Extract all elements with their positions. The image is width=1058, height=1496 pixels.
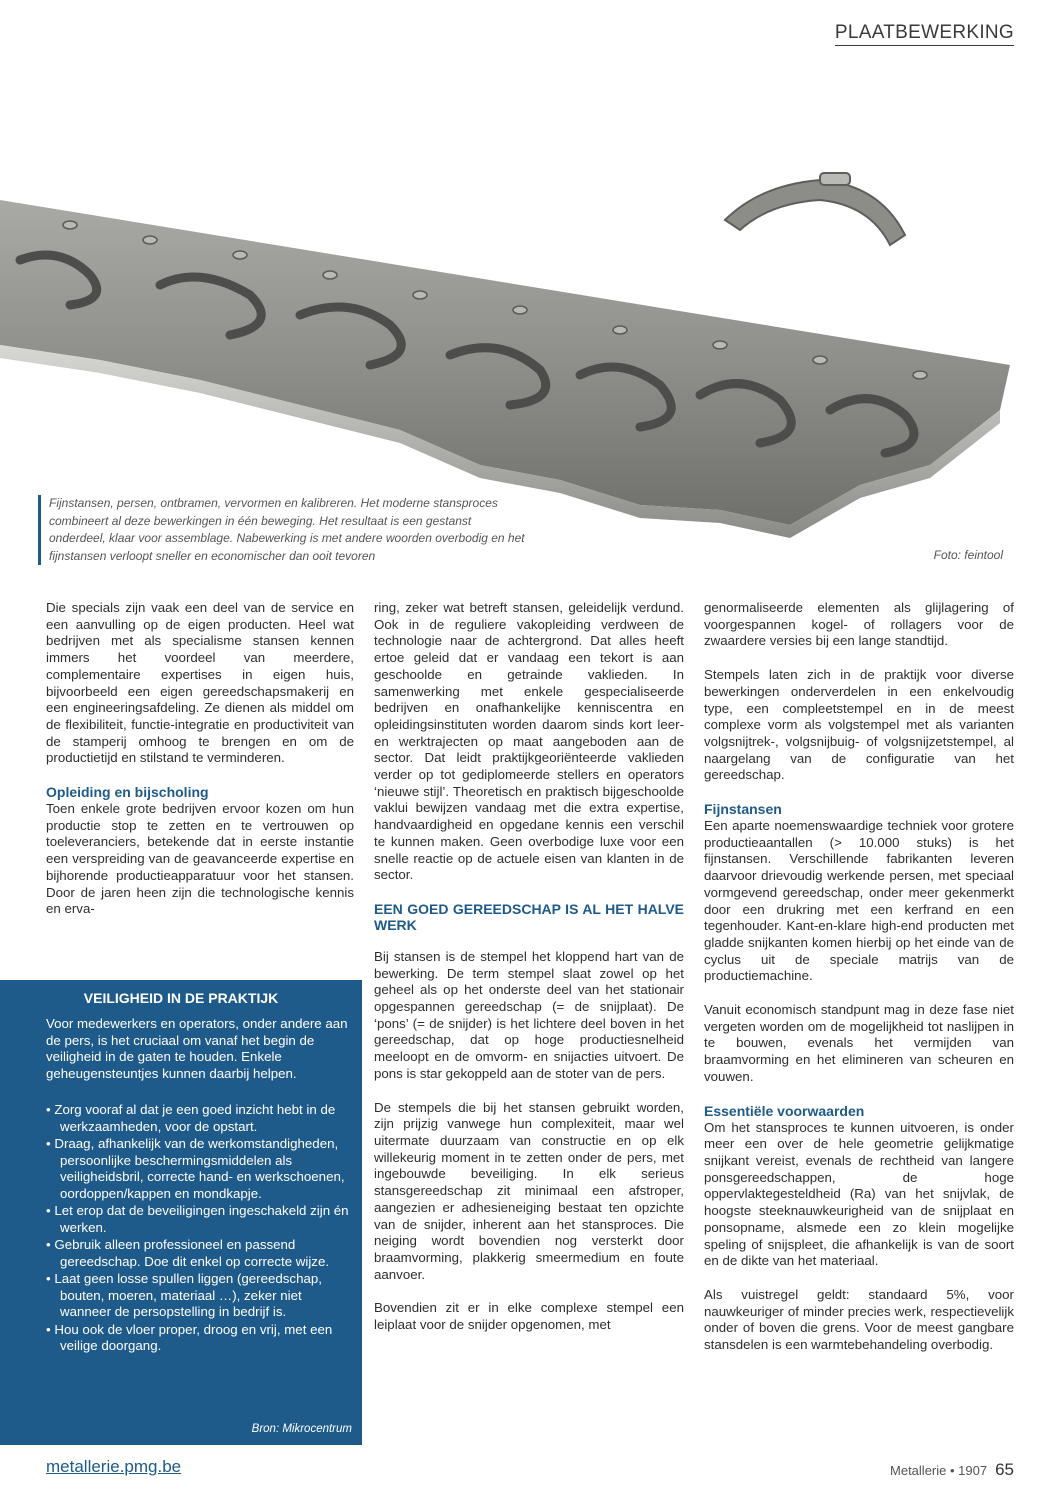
paragraph: Als vuistregel geldt: standaard 5%, voor nauwkeuriger of minder precies werk, respectievelijk onder of boven die grens. Voor de meest gangbare stansdelen is een warmtebehandeling overbodig. — [704, 1286, 1014, 1353]
safety-sidebar — [0, 980, 362, 1445]
section-heading: EEN GOED GEREEDSCHAP IS AL HET HALVE WERK — [374, 900, 684, 933]
sidebar-source: Bron: Mikrocentrum — [251, 1423, 352, 1435]
photo-credit: Foto: feintool — [933, 548, 1003, 562]
section-label: PLAATBEWERKING — [835, 22, 1014, 46]
sidebar-list — [46, 1102, 356, 1356]
paragraph: Bij stansen is de stempel het kloppend hart van de bewerking. De term stempel slaat zowel op het geheel als op het onderste deel van het stationair opgespannen gereedschap (= de snijplaat). De ‘pons’ (= de snijder) is het lichtere deel boven in het gereedschap, dat op hoge productiesnelheid meeloopt en de omvorm- en snijacties uitvoert. De pons is star gekoppeld aan de stoter van de pers. — [374, 948, 684, 1081]
photo-caption: Fijnstansen, persen, ontbramen, vervormen en kalibreren. Het moderne stansproces combineert al deze bewerkingen in één beweging. Het resultaat is een gestanst onderdeel, klaar voor assemblage. Nabewerking is met andere woorden overbodig en het fijnstansen verloopt sneller en economischer dan ooit tevoren — [38, 495, 529, 565]
paragraph: Om het stansproces te kunnen uitvoeren, is onder meer een over de hele geometrie gelijkmatige snijkant vereist, evenals de rechtheid van langere ponsgereedschappen, de hoge oppervlaktegesteldheid (Ra) van het snijvlak, de hoogste steeknauwkeurigheid van de snijplaat en ponsopname, alsmede een zo klein mogelijke speling of snijspleet, die afhankelijk is van de soort en de dikte van het materiaal. — [704, 1119, 1014, 1269]
subheading: Essentiële voorwaarden — [704, 1102, 865, 1119]
paragraph: genormaliseerde elementen als glijlagering of voorgespannen kogel- of rollagers voor de zwaardere versies bij een lange standtijd. — [704, 600, 1014, 649]
subheading: Opleiding en bijscholing — [46, 784, 209, 801]
column-1 — [46, 600, 354, 935]
paragraph: ring, zeker wat betreft stansen, geleidelijk verdund. Ook in de reguliere vakopleiding verdween de technologie naar de achtergrond. Dat alles heeft ertoe geleid dat er vandaag een tekort is aan geschoolde en getrainde vaklieden. In samenwerking met enkele gespecialiseerde bedrijven en onafhankelijke kenniscentra en opleidingsinstituten worden daarom sinds kort leer- en werktrajecten op maat aangeboden aan de sector. Dat leidt praktijkgeoriënteerde vaklieden verder op tot gediplomeerde stellers en operators ‘nieuwe stijl’. Theoretisch en praktisch bijgeschoolde vaklui bewijzen vandaag met die extra expertise, handvaardigheid en opgedane kennis een verschil te kunnen maken. Geen overbodige luxe voor een snelle reactie op de actuele eisen van klanten in de sector. — [374, 600, 684, 883]
page-footer — [890, 1460, 1014, 1480]
list-item: • Laat geen losse spullen liggen (gereedschap, bouten, moeren, materiaal …), zeker niet wanneer de persopstelling in bedrijf is. — [46, 1271, 322, 1319]
page-number: 65 — [995, 1460, 1014, 1479]
list-item: • Gebruik alleen professioneel en passend gereedschap. Doe dit enkel op correcte wijze. — [46, 1237, 330, 1269]
sidebar-title: VEILIGHEID IN DE PRAKTIJK — [83, 990, 279, 1006]
paragraph: Vanuit economisch standpunt mag in deze fase niet vergeten worden om de mogelijkheid tot naslijpen in te bouwen, evenals het vermijden van braamvorming en het elimineren van scheuren en vouwen. — [704, 1002, 1014, 1084]
list-item: • Hou ook de vloer proper, droog en vrij, met een veilige doorgang. — [46, 1321, 333, 1353]
paragraph: De stempels die bij het stansen gebruikt worden, zijn prijzig vanwege hun complexiteit, maar wel uitermate duurzaam van constructie en op elk willekeurig moment in te zetten onder de pers, met ingebouwde beveiliging. In elk serieus stansgereedschap zit minimaal een afstroper, aangezien er adhesieneiging bestaat ten opzichte van de snijder, inherent aan het stansproces. Die neiging wordt bovendien nog versterkt door braamvorming, plakkerig smeermedium en foute aanvoer. — [374, 1099, 684, 1282]
paragraph: Die specials zijn vaak een deel van de service en een aanvulling op de eigen producten. Heel wat bedrijven met als specialisme stansen kennen immers het voordeel van meerdere, complementaire expertises in eigen huis, bijvoorbeeld een eigen gereedschapsmakerij en een engineeringsafdeling. Ze dienen als middel om de flexibiliteit, functie-integratie en productiviteit van de stamperij omhoog te brengen en om de productietijd en stilstand te verminderen. — [46, 600, 354, 766]
subheading: Fijnstansen — [704, 801, 782, 818]
magazine-issue: Metallerie • 1907 — [890, 1463, 988, 1478]
list-item: • Draag, afhankelijk van de werkomstandigheden, persoonlijke beschermingsmiddelen als veiligheidsbril, correcte hand- en werkschoenen, oordoppen/kappen en mondkapje. — [46, 1136, 345, 1201]
column-2 — [374, 600, 684, 1351]
paragraph: Bovendien zit er in elke complexe stempel een leiplaat voor de snijder opgenomen, met — [374, 1300, 684, 1333]
list-item: • Zorg vooraf al dat je een goed inzicht hebt in de werkzaamheden, voor de opstart. — [46, 1102, 336, 1134]
paragraph: Stempels laten zich in de praktijk voor diverse bewerkingen onderverdelen in een enkelvoudig type, een compleetstempel en in de meest complexe vorm als volgstempel met als varianten volgsnijtrek-, volgsnijbuig- of volgsnijzetstempel, al naargelang van de configuratie van het gereedschap. — [704, 667, 1014, 783]
column-3 — [704, 600, 1014, 1371]
paragraph: Een aparte noemenswaardige techniek voor grotere productieaantallen (> 10.000 stuks) is het fijnstansen. Verschillende fabrikanten leveren daarvoor drievoudig werkende persen, met speciaal vormgevend gereedschap, onder meer gekenmerkt door een drukring met een kerfrand en een tegenhouder. Kant-en-klare high-end producten met gladde snijkanten komen hierbij op het einde van de cyclus uit de speciale matrijs van de productiemachine. — [704, 818, 1014, 984]
list-item: • Let erop dat de beveiligingen ingeschakeld zijn én werken. — [46, 1203, 349, 1235]
website-link[interactable]: metallerie.pmg.be — [46, 1457, 182, 1476]
sidebar-intro: Voor medewerkers en operators, onder andere aan de pers, is het cruciaal om vanaf het begin de veiligheid in de gaten te houden. Enkele geheugensteuntjes kunnen daarbij helpen. — [46, 1016, 348, 1081]
paragraph: Toen enkele grote bedrijven ervoor kozen om hun productie stop te zetten en te vertrouwen op toeleveranciers, betekende dat in eerste instantie een verspreiding van de geavanceerde expertise en bijhorende productieapparatuur voor het stansen. Door de jaren heen zijn die technologische kennis en erva- — [46, 801, 354, 917]
